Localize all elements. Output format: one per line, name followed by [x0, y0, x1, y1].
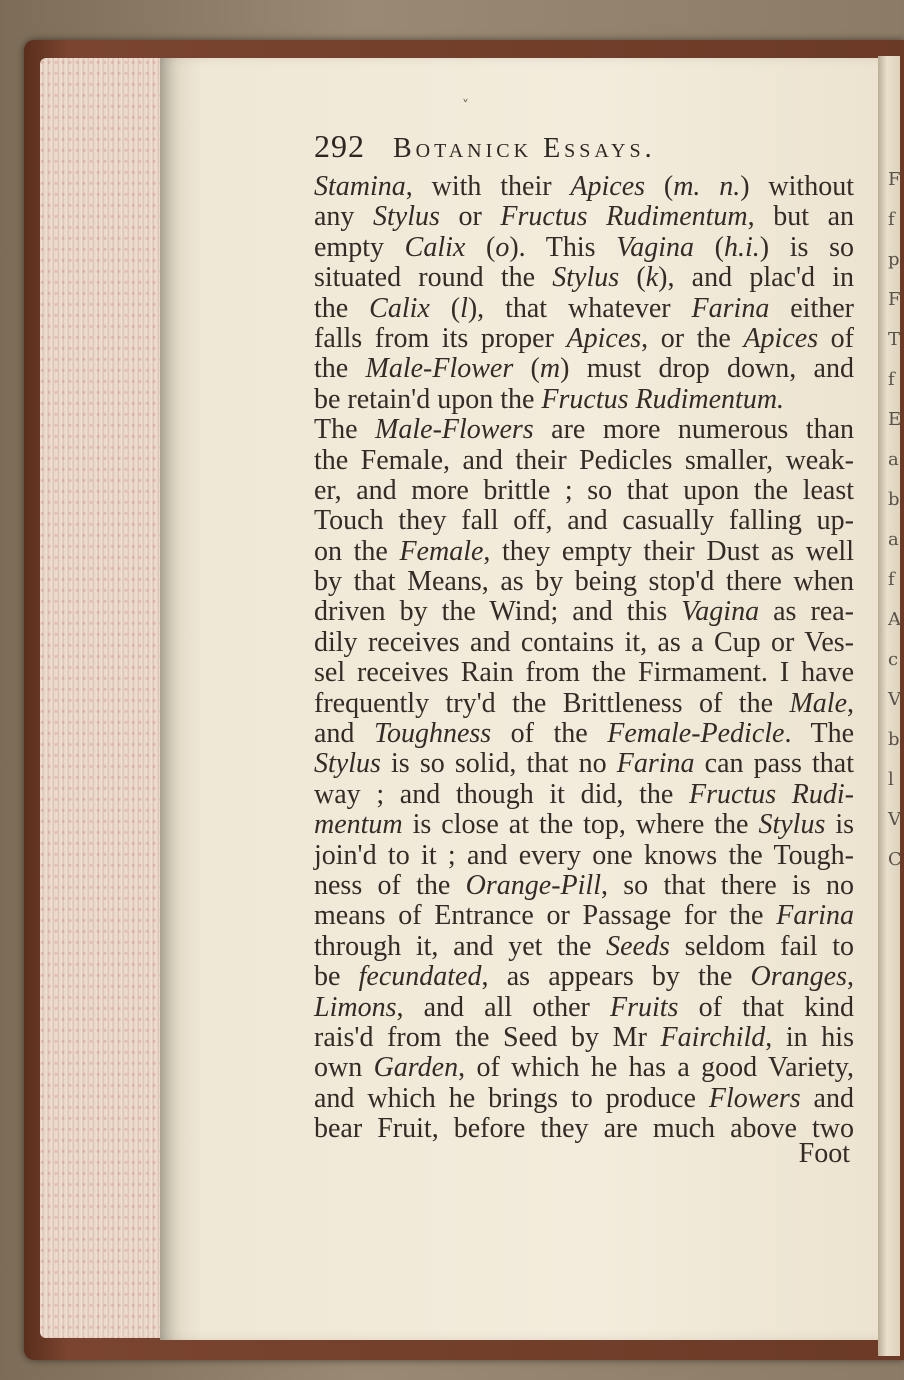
text-run: of [818, 322, 855, 354]
text-run: rais'd from the Seed by Mr [314, 1021, 661, 1053]
fragment-letter: A [888, 609, 901, 630]
text-line [314, 172, 854, 202]
italic-text: Female-Pedicle [607, 718, 785, 750]
text-run: , and all other [396, 991, 610, 1023]
fragment-letter: V [888, 809, 901, 830]
text-run: , [847, 687, 854, 719]
text-run: ) is so [759, 231, 854, 263]
fragment-letter: b [888, 489, 900, 510]
italic-text: Fructus Rudimentum [500, 201, 748, 233]
italic-text: mentum [314, 809, 403, 841]
fragment-letter: C [888, 849, 902, 870]
italic-text: Apices [566, 322, 642, 354]
text-run: is [825, 809, 854, 841]
text-run: ) without [740, 171, 854, 202]
text-run: , in his [765, 1021, 854, 1053]
italic-text: m [539, 353, 561, 385]
italic-text: k [645, 262, 659, 294]
body-text [314, 172, 854, 1145]
text-line [314, 233, 854, 263]
text-run: the Female, and their Pedicles smaller, weak- [314, 444, 854, 476]
text-run: through it, and yet the [314, 930, 607, 962]
text-run: situated round the [314, 262, 553, 294]
running-head [314, 128, 854, 172]
text-run: , they empty their Dust as well [483, 535, 854, 567]
fragment-letter: l [888, 769, 894, 790]
text-run: ). This [509, 231, 617, 263]
italic-text: Female [399, 535, 484, 567]
italic-text: Stylus [552, 262, 620, 294]
fragment-letter: c [888, 649, 899, 670]
text-run: driven by the Wind; and this [314, 596, 682, 628]
text-run: means of Entrance or Passage for the [314, 900, 777, 932]
text-run: falls from its proper [314, 322, 567, 354]
italic-text: Stylus [758, 809, 826, 841]
text-line [314, 658, 854, 688]
text-run: on the [314, 535, 400, 567]
text-run: . The [784, 718, 855, 750]
text-run: empty [314, 231, 405, 263]
text-run: by that Means, as by being stop'd there when [314, 566, 854, 598]
text-run: The [314, 414, 376, 446]
text-run: own [314, 1052, 374, 1084]
text-run: of the [491, 718, 608, 750]
next-page-fragment [888, 160, 900, 880]
fragment-letter: F [888, 289, 901, 310]
italic-text: Male [789, 687, 847, 719]
text-line [314, 719, 854, 749]
italic-text: Farina [776, 900, 854, 932]
text-run: ), and plac'd in [658, 262, 854, 294]
text-line [314, 841, 854, 871]
text-run: , or the [641, 322, 744, 354]
page-number: 292 [314, 128, 365, 164]
italic-text: l [460, 292, 468, 324]
fragment-letter: f [888, 569, 895, 590]
text-line [314, 628, 854, 658]
text-line [314, 810, 854, 840]
text-line [314, 537, 854, 567]
italic-text: Toughness [373, 718, 492, 750]
text-line [314, 932, 854, 962]
text-run: ( [694, 231, 724, 263]
text-line [314, 202, 854, 232]
text-line [314, 901, 854, 931]
fragment-letter: a [888, 449, 899, 470]
text-line [314, 1084, 854, 1114]
italic-text: Fructus Rudimentum. [541, 383, 785, 415]
text-run: frequently try'd the Brittleness of the [314, 687, 790, 719]
italic-text: Fructus Rudi- [689, 778, 854, 810]
text-line [314, 749, 854, 779]
text-run: , with their [405, 171, 571, 202]
fragment-letter: T [888, 329, 901, 350]
text-run: ( [645, 171, 674, 202]
text-run: ) must drop down, and [560, 353, 854, 385]
italic-text: Farina [616, 748, 695, 780]
page-mark: ˅ [462, 98, 469, 114]
text-run: , of which he has a good Variety, [458, 1052, 854, 1084]
text-line [314, 871, 854, 901]
text-run: ( [513, 353, 540, 385]
italic-text: Fruits [610, 991, 679, 1023]
italic-text: Apices [743, 322, 819, 354]
italic-text: Stylus [314, 748, 381, 780]
italic-text: Limons [314, 991, 397, 1023]
italic-text: h.i. [724, 231, 760, 263]
fragment-letter: f [888, 209, 895, 230]
text-run: seldom fail to [669, 930, 854, 962]
italic-text: Oranges [750, 961, 847, 993]
running-head-title: Botanick Essays. [393, 133, 656, 164]
text-run: , but an [747, 201, 854, 233]
text-run: , so that there is no [600, 869, 854, 901]
italic-text: m. n. [673, 171, 741, 202]
text-line [314, 689, 854, 719]
text-run: sel receives Rain from the Firmament. I have [314, 657, 854, 689]
italic-text: Calix [369, 292, 430, 324]
text-run: , [847, 961, 854, 993]
italic-text: Seeds [606, 930, 670, 962]
text-line [314, 1023, 854, 1053]
text-run: the [314, 292, 370, 324]
italic-text: Fairchild [660, 1021, 766, 1053]
fragment-letter: V [888, 689, 901, 710]
text-run: is close at the top, where the [402, 809, 759, 841]
text-run: way ; and though it did, the [314, 778, 689, 810]
fragment-letter: F [888, 169, 901, 190]
text-run: ( [429, 292, 461, 324]
text-run: dily receives and contains it, as a Cup or Ves- [314, 626, 854, 658]
text-run: ( [465, 231, 496, 263]
italic-text: Stamina [314, 171, 406, 202]
text-run: ness of the [314, 869, 466, 901]
text-run: ), that whatever [467, 292, 692, 324]
text-line [314, 354, 854, 384]
text-line [314, 1053, 854, 1083]
fragment-letter: f [888, 369, 895, 390]
fragment-letter: p [888, 249, 900, 270]
italic-text: Stylus [373, 201, 440, 233]
italic-text: Flowers [708, 1082, 801, 1114]
text-run: either [769, 292, 854, 324]
text-line [314, 415, 854, 445]
text-run: or [439, 201, 501, 233]
text-line [314, 476, 854, 506]
text-line [314, 567, 854, 597]
fragment-letter: b [888, 729, 900, 750]
text-line [314, 385, 854, 415]
text-run: , as appears by the [481, 961, 751, 993]
italic-text: Apices [570, 171, 646, 202]
italic-text: Orange-Pill [465, 869, 601, 901]
text-line [314, 506, 854, 536]
italic-text: Male-Flower [365, 353, 514, 385]
text-run: ( [619, 262, 646, 294]
text-line [314, 263, 854, 293]
italic-text: Calix [404, 231, 466, 263]
text-run: and which he brings to produce [314, 1082, 709, 1114]
text-run: Touch they fall off, and casually falling up- [314, 505, 854, 537]
italic-text: Male-Flowers [375, 414, 534, 446]
text-run: any [314, 201, 374, 233]
italic-text: Vagina [681, 596, 760, 628]
text-run: er, and more brittle ; so that upon the least [314, 474, 854, 506]
text-line [314, 324, 854, 354]
text-line [314, 780, 854, 810]
text-run: be retain'd upon the [314, 383, 542, 415]
fragment-letter: E [888, 409, 902, 430]
text-run: join'd to it ; and every one knows the Tough- [314, 839, 854, 871]
text-run: bear Fruit, before they are much above two [314, 1113, 854, 1145]
text-run: and [800, 1082, 854, 1114]
text-run: can pass that [694, 748, 855, 780]
text-run: and [314, 718, 374, 750]
text-line [314, 597, 854, 627]
page-edges [40, 58, 164, 1338]
text-line [314, 993, 854, 1023]
fragment-letter: a [888, 529, 899, 550]
italic-text: Farina [691, 292, 770, 324]
catchword: Foot [798, 1138, 850, 1169]
text-line [314, 446, 854, 476]
text-run: of that kind [678, 991, 854, 1023]
italic-text: Garden [373, 1052, 459, 1084]
italic-text: o [495, 231, 510, 263]
text-run: as rea- [759, 596, 855, 628]
text-run: be [314, 961, 359, 993]
italic-text: Vagina [616, 231, 695, 263]
text-run: the [314, 353, 366, 385]
italic-text: fecundated [358, 961, 482, 993]
text-line [314, 294, 854, 324]
text-run: is so solid, that no [380, 748, 617, 780]
text-run: are more numerous than [533, 414, 854, 446]
text-line [314, 962, 854, 992]
